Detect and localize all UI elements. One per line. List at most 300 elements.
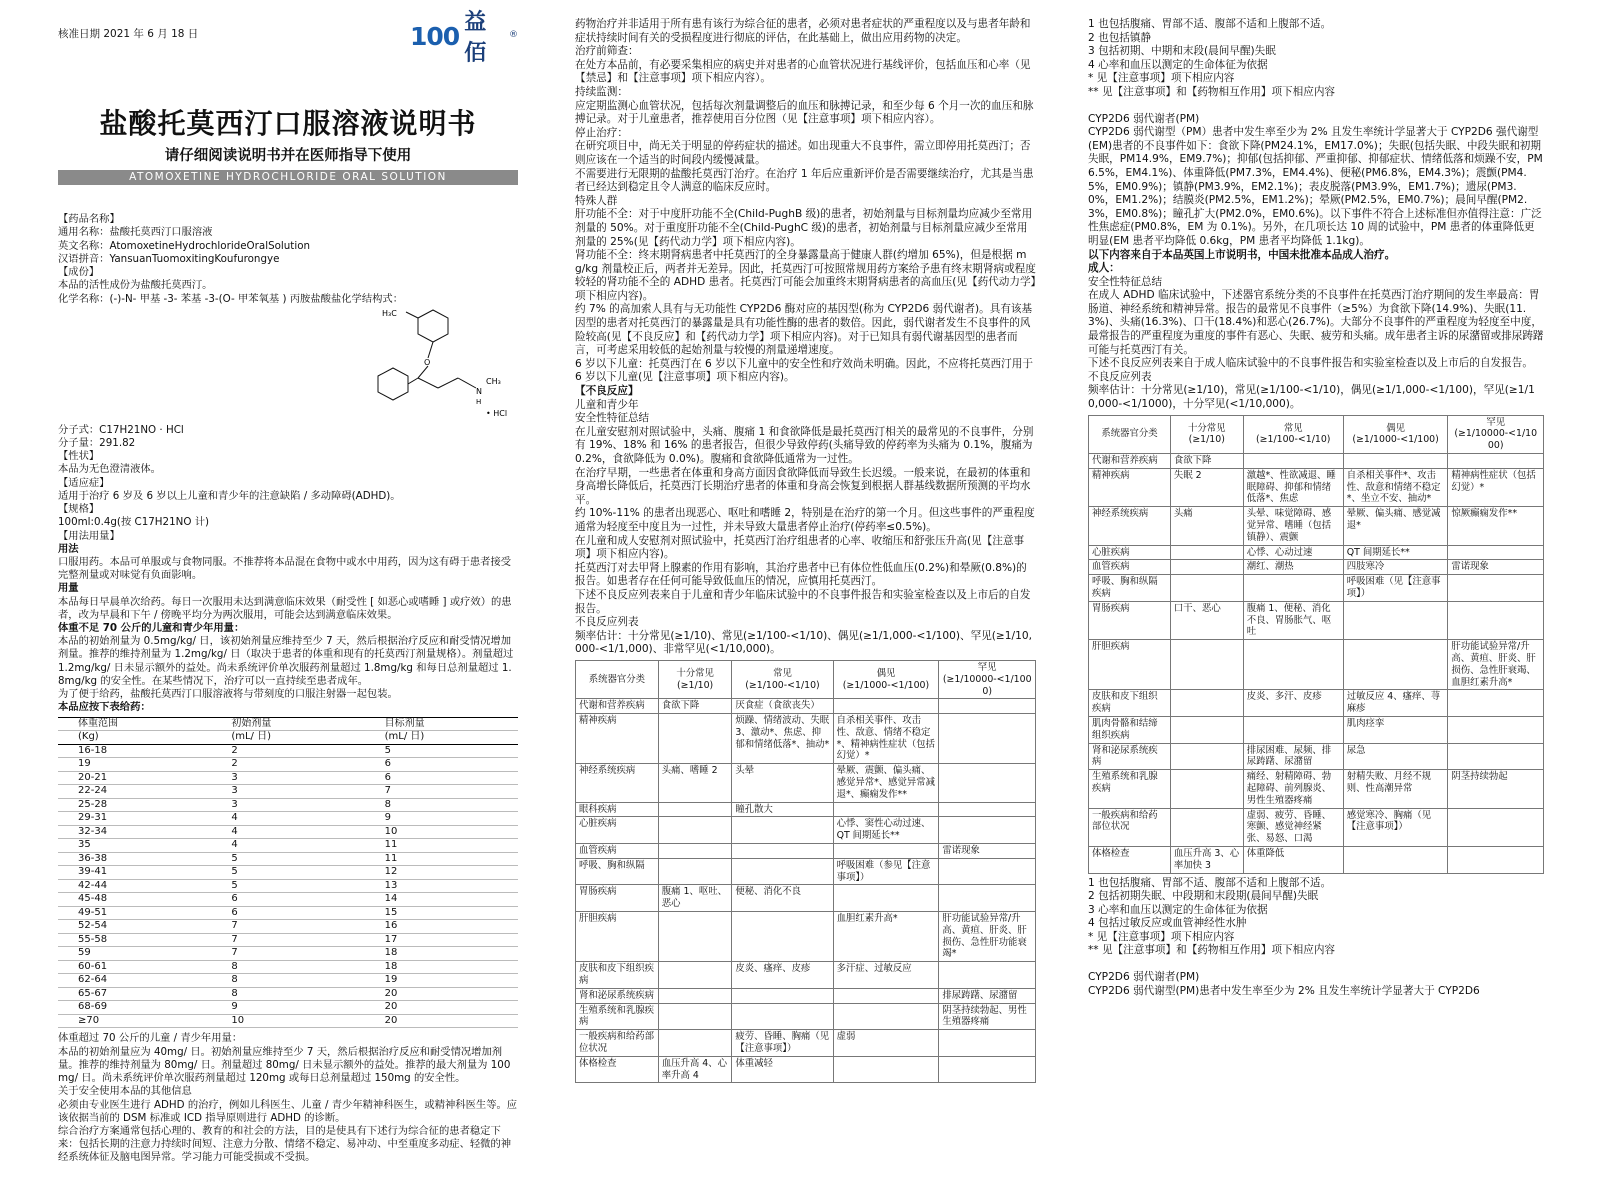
- table-cell: 49-51: [78, 906, 108, 918]
- table-cell: [833, 1003, 939, 1030]
- table-cell: 19: [384, 974, 398, 986]
- table-cell: [1170, 545, 1243, 560]
- table-cell: 雷诺现象: [1448, 560, 1544, 575]
- table-cell: [658, 858, 732, 885]
- table-cell: 20: [384, 1014, 398, 1026]
- table-cell: 13: [384, 879, 398, 891]
- text-line: 1 也包括腹痛、胃部不适、腹部不适和上腹部不适。: [1088, 18, 1332, 30]
- table-cell: [939, 1056, 1036, 1083]
- table-cell: [1243, 716, 1343, 743]
- organ-class-cell: 呼吸、胸和纵隔疾病: [1089, 575, 1171, 602]
- text-line: 频率估计：十分常见(≥1/10)，常见(≥1/100-<1/10)，偶见(≥1/1,000-<1/100)，罕见(≥1/10,000-<1/1000)，十分罕见(<1/10,000)。: [1088, 384, 1535, 411]
- table-cell: 口干、恶心: [1170, 601, 1243, 639]
- text-line: 通用名称：盐酸托莫西汀口服溶液: [58, 226, 213, 239]
- pediatric-adverse-reactions-table: [575, 660, 1036, 1084]
- table-cell: 皮炎、瘙痒、皮疹: [732, 962, 833, 989]
- table-cell: 腹痛 1、呕吐、恶心: [658, 885, 732, 912]
- text-line: CYP2D6 弱代谢者(PM): [1088, 971, 1200, 984]
- text-line: 在儿童和成人安慰剂对照试验中，托莫西汀治疗组患者的心率、收缩压和舒张压升高(见【注意事项】项下相应内容)。: [575, 534, 1025, 561]
- table-cell: [1170, 716, 1243, 743]
- text-line: 安全性特征总结: [575, 412, 650, 425]
- table-cell: [1448, 846, 1544, 873]
- table-cell: [1170, 560, 1243, 575]
- table-cell: 59: [78, 947, 91, 959]
- text-line: 关于安全使用本品的其他信息: [58, 1085, 192, 1098]
- table-row: [58, 960, 518, 974]
- text-line: 4 包括过敏反应或血管神经性水肿: [1088, 917, 1247, 930]
- text-line: 在处方本品前，有必要采集相应的病史并对患者的心血管状况进行基线评价，包括血压和心率（见【禁忌】和【注意事项】项下相应内容）。: [575, 58, 1031, 85]
- table-cell: [1448, 690, 1544, 717]
- table-cell: 29-31: [78, 812, 108, 824]
- english-title-banner: ATOMOXETINE HYDROCHLORIDE ORAL SOLUTION: [58, 170, 518, 185]
- table-cell: [732, 912, 833, 962]
- table-cell: 排尿踌躇、尿潴留: [939, 988, 1036, 1003]
- text-line: 体重超过 70 公斤的儿童 / 青少年用量：: [58, 1032, 243, 1045]
- table-row: [58, 812, 518, 826]
- text-line: 安全性特征总结: [1088, 275, 1163, 288]
- table-cell: 19: [78, 758, 91, 770]
- text-line: 用法: [58, 542, 79, 555]
- column-header: 偶见 (≥1/1000-<1/100): [833, 660, 939, 698]
- table-cell: [833, 1056, 939, 1083]
- table-row: [58, 866, 518, 880]
- company-logo: [410, 10, 518, 66]
- table-cell: 4: [231, 825, 238, 837]
- table-row: [1089, 507, 1544, 545]
- column-header: 十分常见 (≥1/10): [1170, 415, 1243, 453]
- text-line: 本品的初始剂量应为 40mg/ 日。初始剂量应维持至少 7 天，然后根据治疗反应和耐受情况增加剂量。推荐的维持剂量为 80mg/ 日。剂量超过 80mg/ 日未显示额外的益处。推荐的最大剂量为 100mg/ 日。尚未系统评价单次服药剂量超过 120mg 或每日总剂量超过 150mg 的安全性。: [58, 1045, 511, 1085]
- table-cell: 20: [384, 1001, 398, 1013]
- organ-class-cell: 皮肤和皮下组织疾病: [1089, 690, 1171, 717]
- table-cell: [658, 988, 732, 1003]
- table-row: [1089, 640, 1544, 690]
- table-cell: 52-54: [78, 920, 108, 932]
- table-cell: 6: [384, 771, 392, 783]
- table-cell: 排尿困难、尿频、排尿踌躇、尿潴留: [1243, 743, 1343, 770]
- table-cell: [732, 988, 833, 1003]
- table-row: [58, 744, 518, 758]
- nitrogen-label: N: [476, 386, 482, 396]
- structure-diagram: [348, 306, 518, 424]
- hcl-label: • HCl: [486, 408, 508, 418]
- table-cell: [1448, 808, 1544, 846]
- table-row: [58, 1001, 518, 1015]
- table-cell: 3: [231, 785, 238, 797]
- table-cell: 7: [231, 933, 238, 945]
- table-cell: [833, 802, 939, 817]
- text-line: * 见【注意事项】项下相应内容: [1088, 72, 1235, 85]
- table-cell: [732, 844, 833, 859]
- column-header: 初始剂量: [231, 717, 272, 729]
- table-cell: 疲劳、昏睡、胸痛（见【注意事项】）: [732, 1030, 833, 1057]
- table-cell: [1170, 575, 1243, 602]
- table-cell: [1243, 454, 1343, 469]
- organ-class-cell: 神经系统疾病: [576, 764, 659, 802]
- text-line: 停止治疗：: [575, 126, 628, 139]
- table-cell: 2: [231, 744, 238, 756]
- text-line: 3 包括初期、中期和末段(晨间早醒)失眠: [1088, 45, 1276, 58]
- document-title: 盐酸托莫西汀口服溶液说明书: [99, 107, 477, 140]
- organ-class-cell: 胃肠疾病: [576, 885, 659, 912]
- table-cell: 便秘、消化不良: [732, 885, 833, 912]
- table-cell: 痛经、射精障碍、勃起障碍、前列腺炎、男性生殖器疼痛: [1243, 770, 1343, 808]
- table-cell: 心悸、窦性心动过速、QT 间期延长**: [833, 817, 939, 844]
- text-line: 治疗前筛查：: [575, 45, 639, 58]
- organ-class-cell: 肝胆疾病: [1089, 640, 1171, 690]
- table-cell: 尿急: [1343, 743, 1448, 770]
- column-header: 常见 (≥1/100-<1/10): [732, 660, 833, 698]
- table-row: [1089, 846, 1544, 873]
- column-unit: (Kg): [58, 731, 211, 745]
- table-row: [58, 839, 518, 853]
- table-row: [58, 852, 518, 866]
- table-cell: [1243, 575, 1343, 602]
- table-cell: [732, 817, 833, 844]
- table-cell: 肝功能试验异常/升高、黄疸、肝炎、肝损伤、急性肝衰竭、血胆红素升高*: [1448, 640, 1544, 690]
- organ-class-cell: 肾和泌尿系统疾病: [576, 988, 659, 1003]
- table-cell: 36-38: [78, 852, 108, 864]
- table-row: [58, 771, 518, 785]
- table-cell: [658, 1030, 732, 1057]
- table-row: [1089, 770, 1544, 808]
- text-line: 【性状】: [58, 450, 100, 463]
- table-cell: QT 间期延长**: [1343, 545, 1448, 560]
- organ-class-cell: 肌肉骨骼和结缔组织疾病: [1089, 716, 1171, 743]
- table-row: [1089, 545, 1544, 560]
- text-line: 在成人 ADHD 临床试验中，下述器官系统分类的不良事件在托莫西汀治疗期间的发生率最高：胃肠道、神经系统和精神异常。报告的最常见不良事件（≥5%）为食欲下降(14.9%)、失眠(11.3%)、头痛(16.3%)、口干(18.4%)和恶心(26.7%)。大部分不良事件的严重程度为轻度至中度，最常报告的严重程度为重度的事件有恶心、失眠、疲劳和头痛。成年患者主诉的尿潴留或排尿踌躇可能与托莫西汀有关。: [1088, 289, 1544, 356]
- table-row: [576, 817, 1036, 844]
- table-cell: [1170, 640, 1243, 690]
- approval-date: 核准日期 2021 年 6 月 18 日: [58, 28, 199, 40]
- text-line: 不良反应列表: [575, 616, 639, 629]
- table-cell: 体重降低: [1243, 846, 1343, 873]
- table-cell: [1448, 575, 1544, 602]
- table-cell: 烦躁、情绪波动、失眠 3、激动*、焦虑、抑郁和情绪低落*、抽动*: [732, 714, 833, 764]
- table-cell: 7: [231, 947, 238, 959]
- table-cell: [1343, 640, 1448, 690]
- table-row: [58, 947, 518, 961]
- text-line: 下述不良反应列表来自于成人临床试验中的不良事件报告和实验室检查以及上市后的自发报告。: [1088, 357, 1533, 370]
- table-row: [576, 885, 1036, 912]
- dosage-notes-section: [58, 1032, 518, 1164]
- text-line: 口服用药。本品可单服或与食物同服。不推荐将本品混在食物中或水中用药，因为这有碍于患者接受完整剂量或对味觉有负面影响。: [58, 555, 512, 582]
- text-line: 6 岁以下儿童：托莫西汀在 6 岁以下儿童中的安全性和疗效尚未明确。因此，不应将托莫西汀用于 6 岁以下儿童(见【注意事项】项下相应内容)。: [575, 357, 1033, 384]
- text-line: 下述不良反应列表来自于儿童和青少年临床试验中的不良事件报告和实验室检查以及上市后的自发报告。: [575, 588, 1031, 615]
- text-line: * 见【注意事项】项下相应内容: [1088, 930, 1235, 943]
- organ-class-cell: 心脏疾病: [1089, 545, 1171, 560]
- table-cell: 8: [231, 960, 238, 972]
- organ-class-cell: 神经系统疾病: [1089, 507, 1171, 545]
- organ-class-cell: 精神疾病: [576, 714, 659, 764]
- table-cell: 3: [231, 798, 238, 810]
- table-row: [58, 758, 518, 772]
- table-cell: 55-58: [78, 933, 108, 945]
- table-cell: 心悸、心动过速: [1243, 545, 1343, 560]
- table-row: [1089, 743, 1544, 770]
- header: [58, 10, 518, 66]
- text-line: 在儿童安慰剂对照试验中，头痛、腹痛 1 和食欲降低是最托莫西汀相关的最常见的不良事件，分别有 19%、18% 和 16% 的患者报告，但很少导致停药(头痛导致的停药率为头痛为 0.1%，腹痛为 0.2%，食欲降低为 0.0%)。腹痛和食欲降低通常为一过性。: [575, 425, 1034, 465]
- table-cell: 5: [231, 879, 238, 891]
- table-cell: 6: [384, 758, 392, 770]
- column-unit: (mL/ 日): [211, 731, 364, 745]
- table-cell: 食欲下降: [1170, 454, 1243, 469]
- text-line: 约 10%-11% 的患者出现恶心、呕吐和嗜睡 2，特别是在治疗的第一个月。但这些事件的严重程度通常为轻度至中度且为一过性，并未导致大量患者停止治疗(停药率≤0.5%)。: [575, 507, 1035, 533]
- text-line: CYP2D6 弱代谢型（PM）患者中发生率至少为 2% 且发生率统计学显著大于 CYP2D6 强代谢型(EM)患者的不良事件如下：食欲下降(PM24.1%，EM17.0%)；失眠(包括失眠、中段失眠和初期失眠，PM14.9%，EM9.7%)；抑郁(包括抑郁、严重抑郁、抑郁症状、情绪低落和烦躁不安，PM6.5%，EM4.1%)、体重降低(PM7.3%，EM4.4%)、便秘(PM6.8%，EM4.3%)；震颤(PM4.5%，EM0.9%)；镇静(PM3.9%，EM2.1%)；表皮脱落(PM3.9%，EM1.7%)；遗尿(PM3.0%，EM1.2%)；结膜炎(PM2.5%，EM1.2%)；晕厥(PM2.5%，EM0.7%)；晨间早醒(PM2.3%，EM0.8%)；瞳孔扩大(PM2.0%，EM0.6%)。以下事件不符合上述标准但亦值得注意：广泛性焦虑症(PM0.8%，EM 为 0.1%)。另外，在几项长达 10 周的试验中，PM 患者的体重降低更明显(EM 患者平均降低 0.6kg，PM 患者平均降低 1.1kg)。: [1088, 126, 1543, 247]
- table-cell: 雷诺现象: [939, 844, 1036, 859]
- table-cell: 10: [384, 825, 398, 837]
- text-line: 【用法用量】: [58, 529, 120, 542]
- table-cell: 60-61: [78, 960, 108, 972]
- table-cell: 42-44: [78, 879, 108, 891]
- table-cell: 15: [384, 906, 398, 918]
- table-cell: [658, 802, 732, 817]
- text-line: 【不良反应】: [575, 385, 639, 398]
- table-cell: 6: [231, 906, 238, 918]
- table-cell: 14: [384, 893, 398, 905]
- text-line: 肾功能不全：终末期肾病患者中托莫西汀的全身暴露量高于健康人群(约增加 65%)，但是根据 mg/kg 剂量校正后，两者并无差异。因此，托莫西汀可按照常规用药方案给予患有终末期肾病或程度较轻的肾功能不全的 ADHD 患者。托莫西汀可能会加重终末期肾病患者的高血压(见【药代动力学】项下相应内容)。: [575, 249, 1036, 302]
- table-cell: [732, 858, 833, 885]
- table-cell: [939, 817, 1036, 844]
- text-line: 不良反应列表: [1088, 370, 1152, 383]
- table-cell: 虚弱、疲劳、昏睡、寒颤、感觉神经紧张、易怒、口渴: [1243, 808, 1343, 846]
- table-row: [1089, 716, 1544, 743]
- table-cell: 血压升高 4、心率升高 4: [658, 1056, 732, 1083]
- table-row: [1089, 454, 1544, 469]
- column-header: 十分常见 (≥1/10): [658, 660, 732, 698]
- table-cell: 45-48: [78, 893, 108, 905]
- organ-class-cell: 胃肠疾病: [1089, 601, 1171, 639]
- text-line: 4 心率和血压以测定的生命体征为依据: [1088, 58, 1268, 71]
- text-line: 应定期监测心血管状况，包括每次剂量调整后的血压和脉搏记录，和至少每 6 个月一次的血压和脉搏记录。对于儿童患者，推荐使用百分位图（见【注意事项】项下相应内容）。: [575, 99, 1034, 126]
- text-line: 为了便于给药，盐酸托莫西汀口服溶液将与带刻度的口服注射器一起包装。: [58, 688, 398, 701]
- table-cell: 血压升高 3、心率加快 3: [1170, 846, 1243, 873]
- text-line: ** 见【注意事项】和【药物相互作用】项下相应内容: [1088, 944, 1336, 957]
- text-line: 【规格】: [58, 503, 100, 516]
- text-line: 本品的活性成份为盐酸托莫西汀。: [58, 279, 213, 292]
- column-2: [575, 18, 1036, 1086]
- text-line: 必须由专业医生进行 ADHD 的治疗，例如儿科医生、儿童 / 青少年精神科医生，或精神科医生等。应该依据当前的 DSM 标准或 ICD 指导原则进行 ADHD 的诊断。: [58, 1098, 518, 1124]
- table-cell: 16: [384, 920, 398, 932]
- table-row: [576, 1030, 1036, 1057]
- table-cell: 瞳孔散大: [732, 802, 833, 817]
- text-line: 2 也包括镇静: [1088, 31, 1152, 44]
- organ-class-cell: 呼吸、胸和纵隔: [576, 858, 659, 885]
- organ-class-cell: 体格检查: [1089, 846, 1171, 873]
- table-cell: 肌肉痉挛: [1343, 716, 1448, 743]
- text-line: [1088, 958, 1544, 971]
- table-cell: 头痛: [1170, 507, 1243, 545]
- hydrogen-label: H: [476, 397, 482, 406]
- text-line: 汉语拼音：YansuanTuomoxitingKoufurongye: [58, 252, 280, 265]
- table-cell: [1343, 454, 1448, 469]
- table-cell: [939, 802, 1036, 817]
- table-header-row: [1089, 415, 1544, 453]
- ch3-label: H₃C: [382, 308, 397, 318]
- text-line: 药物治疗并非适用于所有患有该行为综合征的患者，必须对患者症状的严重程度以及与患者年龄和症状持续时间有关的受损程度进行彻底的评估，在此基础上，做出应用药物的决定。: [575, 18, 1031, 44]
- table-cell: 头晕、味觉障碍、感觉异常、嗜睡（包括镇静）、震颤: [1243, 507, 1343, 545]
- table-cell: 65-67: [78, 987, 108, 999]
- column-header: 常见 (≥1/100-<1/10): [1243, 415, 1343, 453]
- table-cell: 18: [384, 960, 398, 972]
- table-units-row: [58, 731, 518, 745]
- table-cell: [1343, 846, 1448, 873]
- organ-class-cell: 皮肤和皮下组织疾病: [576, 962, 659, 989]
- table-row: [1089, 468, 1544, 506]
- table-cell: [939, 764, 1036, 802]
- text-line: 化学名称：(-)-N- 甲基 -3- 苯基 -3-(O- 甲苯氧基 ) 丙胺盐酸盐化学结构式：: [58, 292, 404, 305]
- table-row: [576, 858, 1036, 885]
- table-cell: [1448, 716, 1544, 743]
- text-line: 肝功能不全：对于中度肝功能不全(Child-PughB 级)的患者，初始剂量与目标剂量均应减少至常用剂量的 50%。对于重度肝功能不全(Child-PughC 级)的患者，初始剂量与目标剂量应减少至常用剂量的 25%(见【药代动力学】项下相应内容)。: [575, 208, 1033, 248]
- organ-class-cell: 肝胆疾病: [576, 912, 659, 962]
- text-line: 用量: [58, 582, 79, 595]
- table-cell: [1448, 545, 1544, 560]
- organ-class-cell: 代谢和营养疾病: [576, 699, 659, 714]
- text-line: 【适应症】: [58, 476, 110, 489]
- table-cell: [939, 1030, 1036, 1057]
- column-1: [58, 10, 518, 1165]
- text-line: 本品的初始剂量为 0.5mg/kg/ 日，该初始剂量应维持至少 7 天，然后根据治疗反应和耐受情况增加剂量。推荐的维持剂量为 1.2mg/kg/ 日（取决于患者的体重和现有的托莫西汀剂量规格）。剂量超过 1.2mg/kg/ 日未显示额外的益处。尚未系统评价单次服药剂量超过 1.8mg/kg 和每日总剂量超过 1.8mg/kg 的安全性。在某些情况下，治疗可以一直持续至患者成年。: [58, 635, 514, 687]
- table-row: [1089, 575, 1544, 602]
- table-row: [576, 988, 1036, 1003]
- table-cell: 阴茎持续勃起、男性生殖器疼痛: [939, 1003, 1036, 1030]
- table-cell: 6: [231, 893, 238, 905]
- table-header-row: [58, 717, 518, 731]
- text-line: 本品为无色澄清液体。: [58, 463, 161, 476]
- table-row: [58, 987, 518, 1001]
- adult-adverse-section: [1088, 18, 1544, 412]
- text-line: CYP2D6 弱代谢型(PM)患者中发生率至少为 2% 且发生率统计学显著大于 CYP2D6: [1088, 984, 1480, 997]
- table-cell: 体重减轻: [732, 1056, 833, 1083]
- table-cell: 食欲下降: [658, 699, 732, 714]
- text-line: 以下内容来自于本品英国上市说明书，中国未批准本品成人治疗。: [1088, 248, 1396, 261]
- text-line: 英文名称：AtomoxetineHydrochlorideOralSolution: [58, 239, 311, 252]
- oxygen-label: O: [424, 357, 431, 367]
- table-cell: 8: [231, 974, 238, 986]
- table-cell: 头晕: [732, 764, 833, 802]
- table-cell: 自杀相关事件、攻击性、敌意、情绪不稳定*、精神病性症状（包括幻觉）*: [833, 714, 939, 764]
- table-row: [576, 1003, 1036, 1030]
- text-line: 本品每日早晨单次给药。每日一次服用未达到满意临床效果（耐受性 [ 如恶心或嗜睡 ] 或疗效）的患者，改为早晨和下午 / 傍晚平均分为两次服用，可能会达到满意临床效果。: [58, 595, 512, 621]
- document-subtitle: 请仔细阅读说明书并在医师指导下使用: [164, 148, 412, 164]
- table-cell: 5: [231, 852, 238, 864]
- table-row: [576, 714, 1036, 764]
- text-line: 分子量：291.82: [58, 436, 136, 449]
- table-cell: 20-21: [78, 771, 108, 783]
- adult-adverse-reactions-table: [1088, 415, 1544, 874]
- table-cell: 肝功能试验异常/升高、黄疸、肝炎、肝损伤、急性肝功能衰竭*: [939, 912, 1036, 962]
- organ-class-cell: 眼科疾病: [576, 802, 659, 817]
- table-cell: 精神病性症状（包括幻觉）*: [1448, 468, 1544, 506]
- table-cell: 35: [78, 839, 91, 851]
- drug-info-section: [58, 213, 518, 306]
- text-line: 100ml:0.4g(按 C17H21NO 计): [58, 516, 210, 529]
- organ-class-cell: 一般疾病和给药部位状况: [1089, 808, 1171, 846]
- table-cell: [732, 1003, 833, 1030]
- table-cell: [939, 714, 1036, 764]
- text-line: 【药品名称】: [58, 213, 120, 226]
- table-row: [576, 764, 1036, 802]
- table-cell: 自杀相关事件*、攻击性、敌意和情绪不稳定*、坐立不安、抽动*: [1343, 468, 1448, 506]
- table-row: [576, 802, 1036, 817]
- table-cell: [939, 858, 1036, 885]
- table-cell: 虚弱: [833, 1030, 939, 1057]
- adult-footnotes-section: [1088, 877, 1544, 999]
- table-cell: [1448, 601, 1544, 639]
- table-cell: 12: [384, 866, 398, 878]
- text-line: 托莫西汀对去甲肾上腺素的作用有影响，其治疗患者中已有体位性低血压(0.2%)和晕厥(0.8%)的报告。如患者存在任何可能导致低血压的情况，应慎用托莫西汀。: [575, 561, 1027, 588]
- table-row: [1089, 690, 1544, 717]
- table-cell: [833, 885, 939, 912]
- table-cell: [833, 699, 939, 714]
- organ-class-cell: 体格检查: [576, 1056, 659, 1083]
- table-cell: 9: [231, 1001, 238, 1013]
- table-row: [58, 933, 518, 947]
- table-cell: 射精失败、月经不规则、性高潮异常: [1343, 770, 1448, 808]
- table-cell: [658, 817, 732, 844]
- table-cell: 激越*、性欲减退、睡眠障碍、抑郁和情绪低落*、焦虑: [1243, 468, 1343, 506]
- table-cell: 11: [384, 839, 398, 851]
- table-row: [576, 912, 1036, 962]
- column-header: 罕见 (≥1/10000-<1/1000): [1448, 415, 1544, 453]
- table-cell: 多汗症、过敏反应: [833, 962, 939, 989]
- table-cell: 62-64: [78, 974, 108, 986]
- table-cell: 25-28: [78, 798, 108, 810]
- table-row: [58, 879, 518, 893]
- table-cell: [658, 912, 732, 962]
- table-cell: [833, 988, 939, 1003]
- table-cell: 5: [231, 866, 238, 878]
- table-cell: 17: [384, 933, 398, 945]
- table-cell: 失眠 2: [1170, 468, 1243, 506]
- table-cell: 阴茎持续勃起: [1448, 770, 1544, 808]
- table-row: [576, 1056, 1036, 1083]
- organ-class-cell: 肾和泌尿系统疾病: [1089, 743, 1171, 770]
- table-row: [58, 906, 518, 920]
- table-cell: [1448, 454, 1544, 469]
- organ-class-cell: 精神疾病: [1089, 468, 1171, 506]
- table-row: [1089, 601, 1544, 639]
- table-row: [58, 893, 518, 907]
- organ-class-cell: 心脏疾病: [576, 817, 659, 844]
- table-row: [576, 844, 1036, 859]
- table-cell: 2: [231, 758, 238, 770]
- text-line: 频率估计：十分常见(≥1/10)、常见(≥1/100-<1/10)、偶见(≥1/1,000-<1/100)、罕见(≥1/10,000-<1/1,000)、非常罕见(<1/10,000)。: [575, 629, 1032, 656]
- table-cell: 16-18: [78, 744, 108, 756]
- table-cell: [1170, 690, 1243, 717]
- logo-text: 益佰: [464, 10, 487, 66]
- table-cell: 四肢寒冷: [1343, 560, 1448, 575]
- table-cell: [939, 885, 1036, 912]
- table-cell: [658, 1003, 732, 1030]
- text-line: 【成份】: [58, 266, 100, 279]
- table-cell: 血胆红素升高*: [833, 912, 939, 962]
- table-cell: 4: [231, 839, 238, 851]
- chemical-structure: [58, 306, 518, 424]
- table-row: [1089, 560, 1544, 575]
- text-line: 持续监测：: [575, 85, 628, 98]
- organ-class-cell: 血管疾病: [1089, 560, 1171, 575]
- table-cell: 10: [231, 1014, 245, 1026]
- text-line: 约 7% 的高加索人具有与无功能性 CYP2D6 酶对应的基因型(称为 CYP2D6 弱代谢者)。具有该基因型的患者对托莫西汀的暴露量是具有功能性酶的患者的数倍。因此，弱代谢者发生不良事件的风险较高(见【不良反应】和【药代动力学】项下相应内容)。对于已知具有弱代谢基因型的患者而言，可考虑采用较低的起始剂量与较慢的剂量递增速度。: [575, 303, 1033, 357]
- organ-class-cell: 生殖系统和乳腺疾病: [1089, 770, 1171, 808]
- text-line: 儿童和青少年: [575, 398, 639, 411]
- text-line: CYP2D6 弱代谢者(PM): [1088, 112, 1200, 125]
- column-header: 系统器官分类: [576, 660, 659, 698]
- table-cell: 68-69: [78, 1001, 108, 1013]
- table-cell: 22-24: [78, 785, 108, 797]
- text-line: 体重不足 70 公斤的儿童和青少年用量：: [58, 622, 245, 635]
